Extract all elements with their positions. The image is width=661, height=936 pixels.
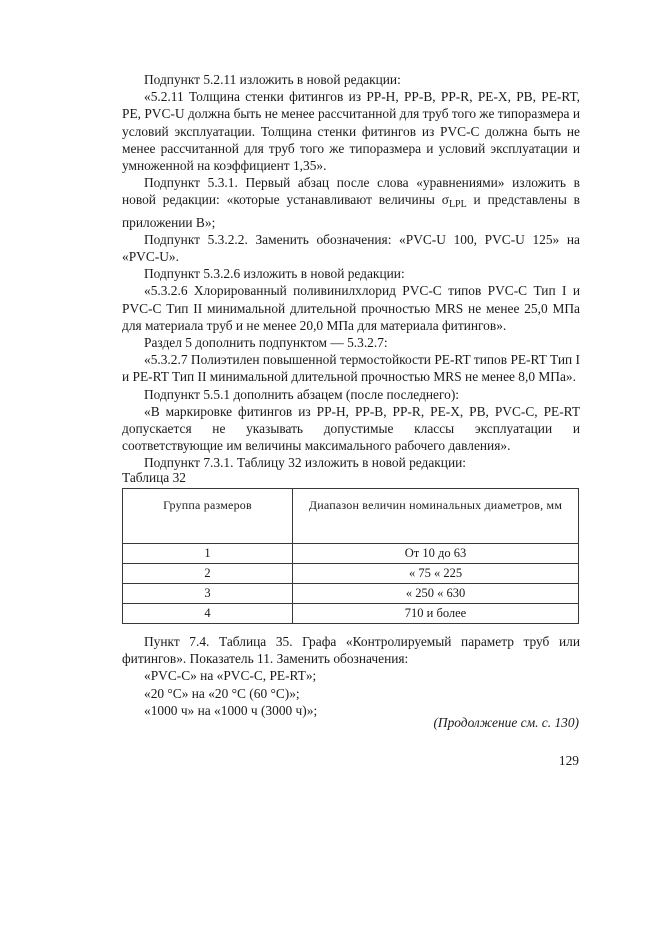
continuation-note: (Продолжение см. с. 130): [433, 715, 579, 730]
paragraph: «1000 ч» на «1000 ч (3000 ч)»;: [144, 702, 318, 718]
cell-range: « 75 « 225: [293, 564, 579, 584]
paragraph: Пункт 7.4. Таблица 35. Графа «Контролируемый параметр труб или фитингов». Показатель 11. Заменить обозначения:: [122, 634, 580, 667]
paragraph-text: и представлены в приложении В»;: [122, 192, 581, 230]
cell-range: От 10 до 63: [293, 544, 579, 564]
table-caption: Таблица 32: [122, 470, 186, 485]
paragraph-text: Подпункт 5.3.1. Первый абзац после слова «уравнениями» изложить в новой редакции: «которые устанавливают величины σ: [122, 175, 580, 208]
amendment-text-top: [122, 71, 580, 472]
table-row: [123, 584, 579, 604]
table-row: [123, 564, 579, 584]
header-size-group: Группа размеров: [123, 489, 293, 544]
paragraph: Подпункт 7.3.1. Таблицу 32 изложить в новой редакции:: [144, 455, 467, 471]
table-row: [123, 604, 579, 624]
cell-range: 710 и более: [293, 604, 579, 624]
table-header-row: [123, 489, 579, 544]
table-row: [123, 544, 579, 564]
paragraph: «5.2.11 Толщина стенки фитингов из PP-H, PP-B, PP-R, PE-X, PB, PE-RT, PE, PVC-U должна быть не менее рассчитанной для труб того же типоразмера и условий эксплуатации. Толщина стенки фитингов из PVC-C должна быть не менее рассчитанной для труб того же типоразмера и условий эксплуатации и умноженной на коэффициент 1,35».: [122, 89, 580, 174]
paragraph: Раздел 5 дополнить подпунктом — 5.3.2.7:: [144, 335, 388, 351]
paragraph: Подпункт 5.3.2.6 изложить в новой редакции:: [144, 266, 405, 282]
cell-group: 3: [123, 584, 293, 604]
cell-group: 2: [123, 564, 293, 584]
size-groups-table: [122, 488, 579, 624]
paragraph: [122, 174, 580, 231]
paragraph: Подпункт 5.2.11 изложить в новой редакции:: [144, 72, 401, 87]
cell-range: « 250 « 630: [293, 584, 579, 604]
paragraph: «В маркировке фитингов из PP-H, PP-B, PP-R, PE-X, PB, PVC-C, PE-RT допускается не указывать допустимые классы эксплуатации и соответствующие им величины максимального рабочего давления».: [122, 403, 580, 454]
page-number: 129: [558, 753, 579, 768]
paragraph: «5.3.2.6 Хлорированный поливинилхлорид PVC-C типов PVC-C Тип I и PVC-C Тип II минимальной длительной прочностью MRS не менее 25,0 МПа для материала труб и не менее 20,0 МПа для материала фитингов».: [122, 283, 580, 333]
paragraph: Подпункт 5.5.1 дополнить абзацем (после последнего):: [144, 386, 460, 402]
paragraph: «5.3.2.7 Полиэтилен повышенной термостойкости PE-RT типов PE-RT Тип I и PE-RT Тип II минимальной длительной прочностью MRS не менее 8,0 МПа».: [122, 352, 580, 385]
paragraph: «20 °C» на «20 °C (60 °C)»;: [144, 685, 300, 701]
cell-group: 4: [123, 604, 293, 624]
cell-group: 1: [123, 544, 293, 564]
paragraph: Подпункт 5.3.2.2. Заменить обозначения: «PVC-U 100, PVC-U 125» на «PVC-U».: [122, 231, 580, 265]
paragraph: «PVC-C» на «PVC-C, PE-RT»;: [144, 668, 317, 684]
sigma-subscript: LPL: [448, 199, 467, 211]
header-diameter-range: Диапазон величин номинальных диаметров, мм: [293, 489, 579, 544]
amendment-text-bottom: [122, 633, 580, 719]
